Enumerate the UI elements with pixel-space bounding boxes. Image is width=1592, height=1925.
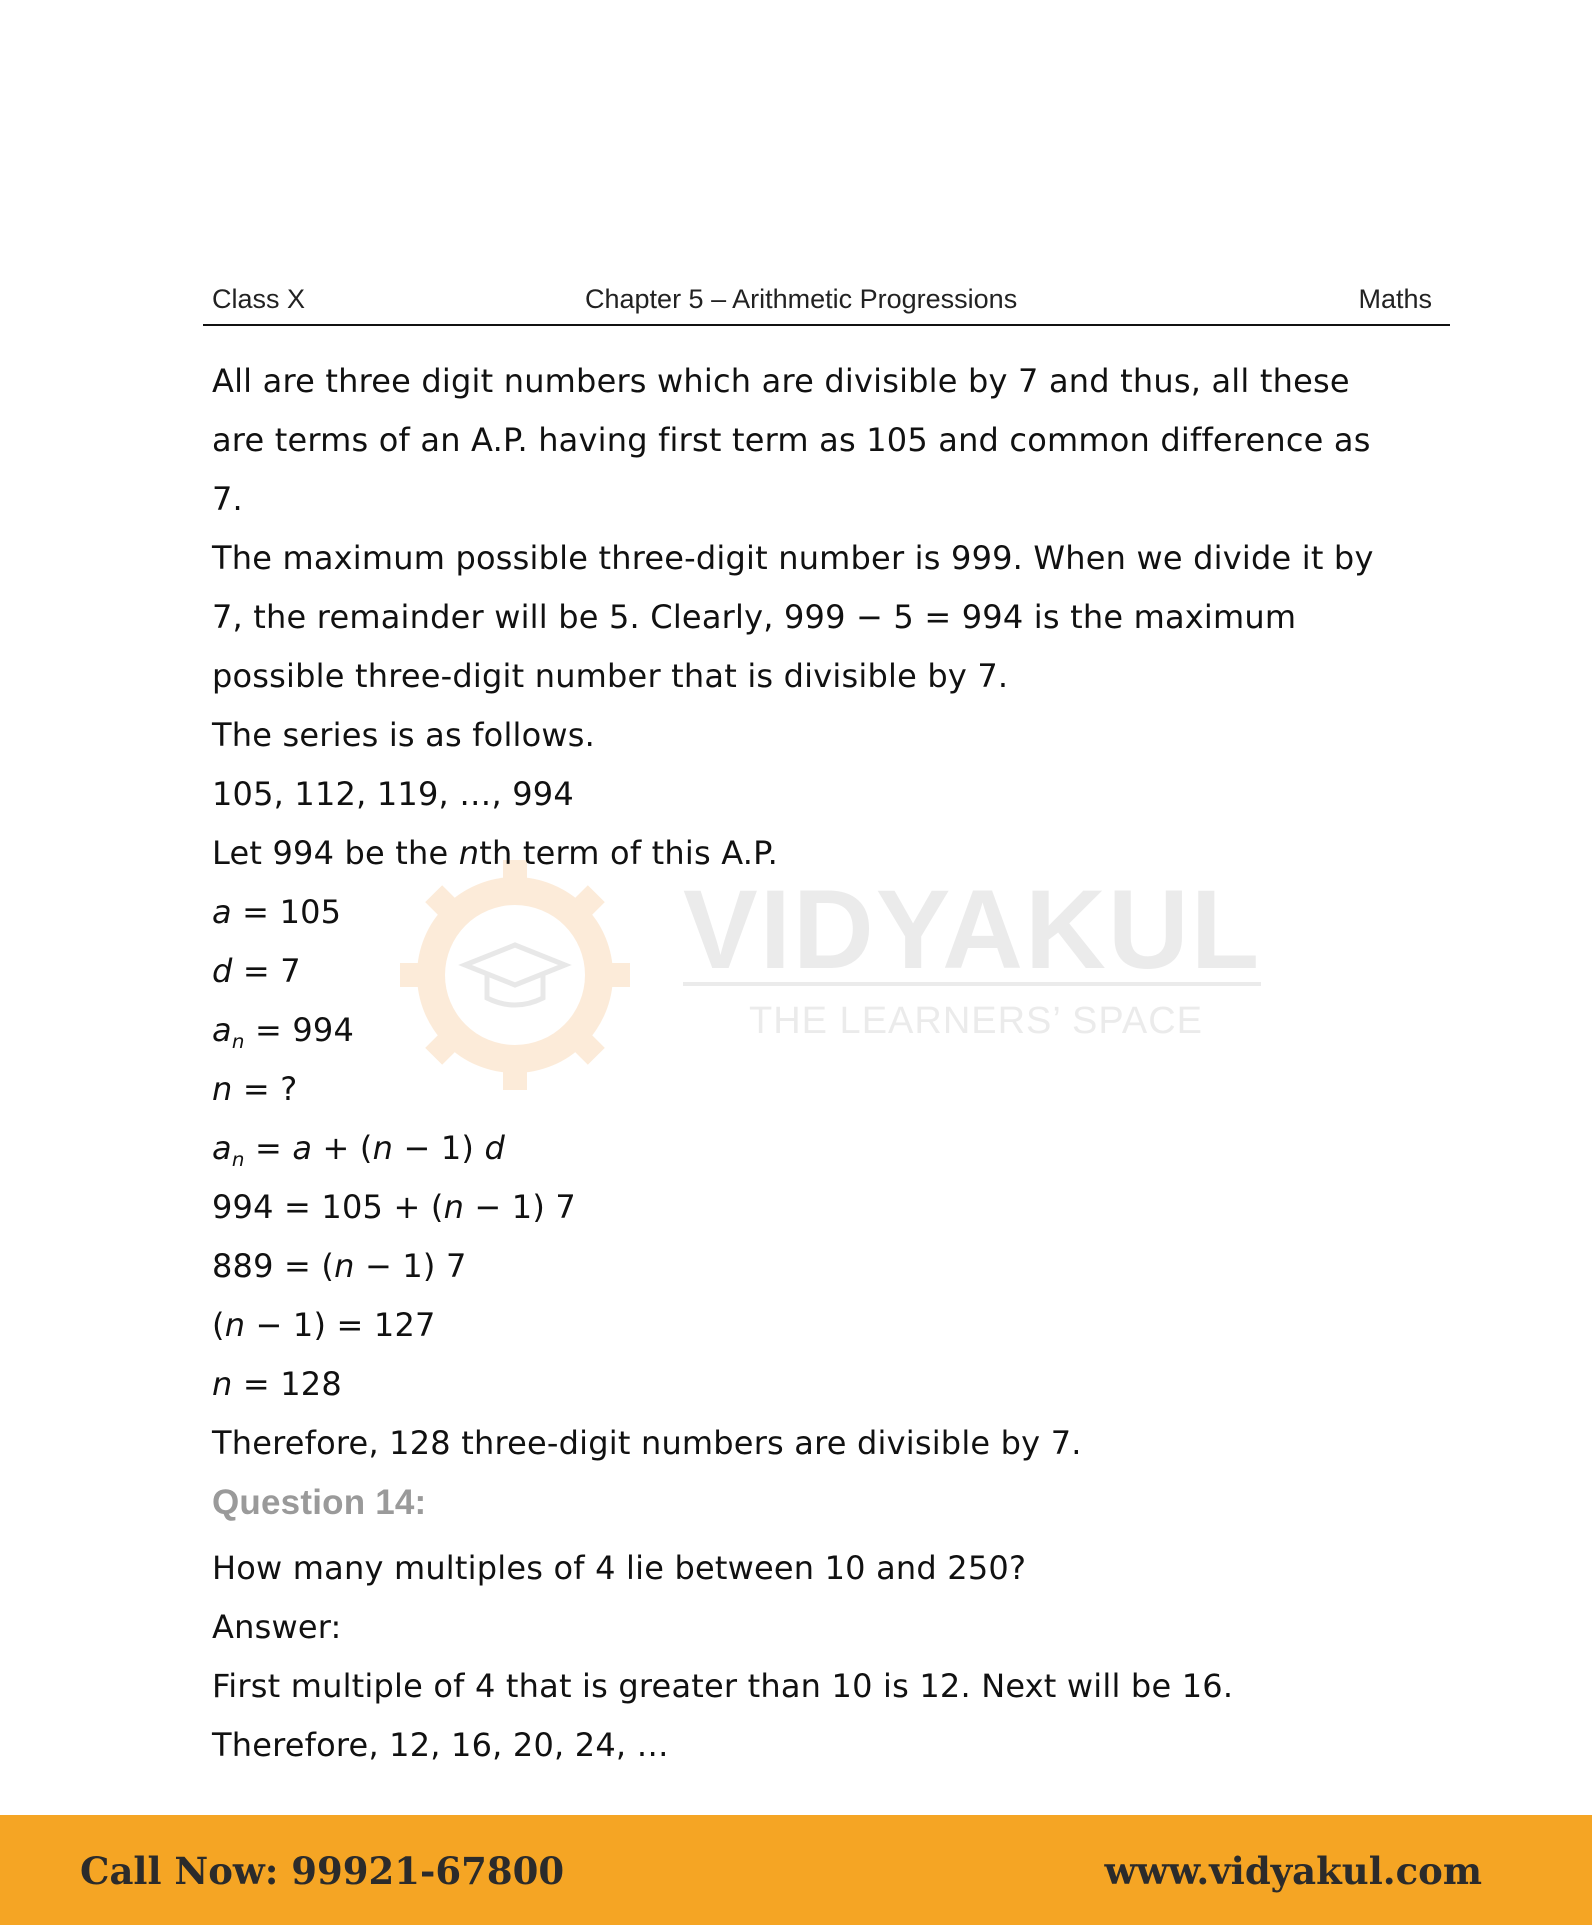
chapter-title: Chapter 5 – Arithmetic Progressions — [585, 284, 1018, 314]
footer-banner — [0, 1815, 1592, 1925]
paragraph: The maximum possible three-digit number is 999. When we divide it by 7, the remainder will be 5. Clearly, 999 − 5 = 994 is the maximum possible three-digit number that is divisible by 7. — [212, 539, 1374, 695]
paragraph: All are three digit numbers which are divisible by 7 and thus, all these are terms of an A.P. having first term as 105 and common difference as 7. — [212, 362, 1371, 518]
answer-line: First multiple of 4 that is greater than 10 is 12. Next will be 16. — [212, 1667, 1234, 1705]
equation-step: 994 = 105 + (n − 1) 7 — [212, 1188, 576, 1226]
equation-a: a = 105 — [212, 893, 342, 931]
website-link[interactable]: www.vidyakul.com — [1104, 1849, 1482, 1893]
series-intro: The series is as follows. — [212, 716, 596, 754]
conclusion: Therefore, 128 three-digit numbers are divisible by 7. — [212, 1424, 1082, 1462]
solution-content — [212, 352, 1412, 1775]
subject-label: Maths — [1358, 284, 1432, 314]
equation-an: $a_n = 994$ — [212, 1011, 355, 1053]
series-line: 105, 112, 119, …, 994 — [212, 775, 574, 813]
equation-d: d = 7 — [212, 952, 301, 990]
page-header — [203, 284, 1450, 326]
equation-step: 889 = (n − 1) 7 — [212, 1247, 467, 1285]
question-heading: Question 14: — [212, 1483, 427, 1522]
class-label: Class X — [212, 284, 306, 314]
watermark-brand: VIDYAKUL — [683, 867, 1262, 992]
answer-label: Answer: — [212, 1608, 342, 1646]
equation-n: n = ? — [212, 1070, 298, 1108]
equation-step: n = 128 — [212, 1365, 342, 1403]
question-text: How many multiples of 4 lie between 10 and 250? — [212, 1549, 1027, 1587]
call-now-text: Call Now: 99921-67800 — [80, 1849, 565, 1893]
equation-step: (n − 1) = 127 — [212, 1306, 436, 1344]
let-statement: Let 994 be the nth term of this A.P. — [212, 834, 778, 872]
watermark-tagline: THE LEARNERS’ SPACE — [749, 1000, 1203, 1042]
equation-formula: $a_n = a + (n - 1)$ d — [212, 1129, 505, 1171]
answer-line: Therefore, 12, 16, 20, 24, … — [212, 1726, 669, 1764]
